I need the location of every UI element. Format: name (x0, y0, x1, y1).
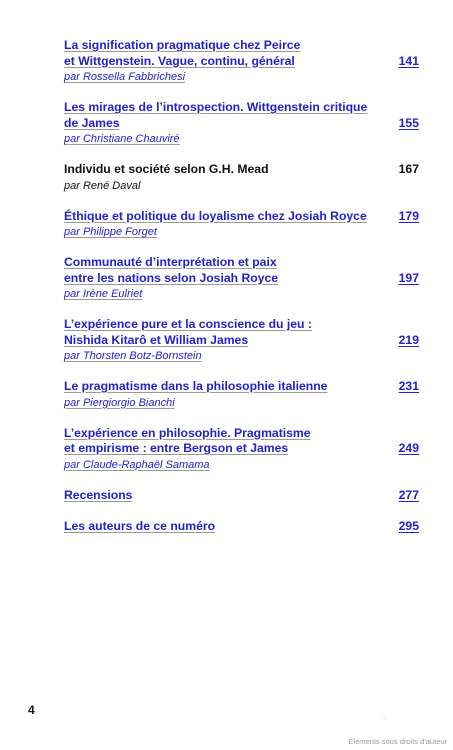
toc-entry[interactable] (64, 100, 419, 146)
toc-page-link[interactable]: 141 (398, 53, 419, 68)
toc-title-line[interactable]: de James (64, 115, 120, 130)
toc-title-line[interactable]: et empirisme : entre Bergson et James (64, 441, 289, 455)
page-number: 4 (28, 703, 35, 717)
toc-title-line[interactable]: Recensions (64, 487, 133, 502)
toc-page-link[interactable]: 197 (398, 270, 419, 285)
toc-page-link[interactable]: 179 (398, 208, 419, 223)
toc-entry[interactable] (64, 38, 419, 84)
toc-page-link[interactable]: 295 (398, 519, 419, 533)
toc-title-line[interactable]: Les mirages de l’introspection. Wittgenstein critique (64, 100, 368, 114)
toc-entry[interactable] (64, 255, 419, 301)
toc-entry[interactable] (64, 519, 419, 535)
footer-mark: . (383, 712, 386, 721)
toc-entry[interactable] (64, 488, 419, 504)
toc-title-line[interactable]: entre les nations selon Josiah Royce (64, 270, 279, 285)
toc-author[interactable]: par Christiane Chauviré (64, 133, 180, 145)
toc-entry (64, 162, 419, 193)
toc-title-line: Individu et société selon G.H. Mead (64, 162, 269, 176)
toc-entry[interactable] (64, 426, 419, 472)
toc-page-link[interactable]: 277 (398, 487, 419, 502)
toc-title-line[interactable]: L’expérience pure et la conscience du jeu : (64, 317, 312, 331)
toc-title-line[interactable]: Communauté d’interprétation et paix (64, 255, 277, 269)
toc-title-line[interactable]: et Wittgenstein. Vague, continu, général (64, 53, 295, 68)
toc-title-line[interactable]: La signification pragmatique chez Peirce (64, 38, 301, 52)
toc-title-line[interactable]: L’expérience en philosophie. Pragmatisme (64, 425, 311, 440)
toc-page-link[interactable]: 155 (398, 115, 419, 130)
toc-page-link: 167 (398, 162, 419, 176)
toc-title-line[interactable]: Le pragmatisme dans la philosophie italienne (64, 379, 328, 393)
toc-author[interactable]: par Claude-Raphaël Samama (64, 458, 210, 471)
toc-entry[interactable] (64, 209, 419, 240)
table-of-contents (64, 38, 419, 551)
toc-author[interactable]: par Irène Eulriet (64, 288, 143, 300)
toc-title-line[interactable]: Les auteurs de ce numéro (64, 519, 216, 533)
toc-author[interactable]: par Piergiorgio Bianchi (64, 396, 175, 409)
toc-page-link[interactable]: 249 (398, 441, 419, 455)
toc-title-line[interactable]: Éthique et politique du loyalisme chez Josiah Royce (64, 208, 367, 223)
toc-entry[interactable] (64, 379, 419, 410)
toc-author[interactable]: par Rossella Fabbrichesi (64, 71, 186, 83)
toc-author[interactable]: par Thorsten Botz-Bornstein (64, 350, 202, 362)
toc-page-link[interactable]: 219 (398, 332, 419, 347)
toc-entry[interactable] (64, 317, 419, 363)
toc-title-line[interactable]: Nishida Kitarô et William James (64, 332, 249, 347)
toc-author: par René Daval (64, 179, 141, 192)
toc-author[interactable]: par Philippe Forget (64, 226, 157, 238)
toc-page-link[interactable]: 231 (398, 379, 419, 393)
copyright-watermark: Éléments sous droits d'auteur (348, 737, 447, 746)
